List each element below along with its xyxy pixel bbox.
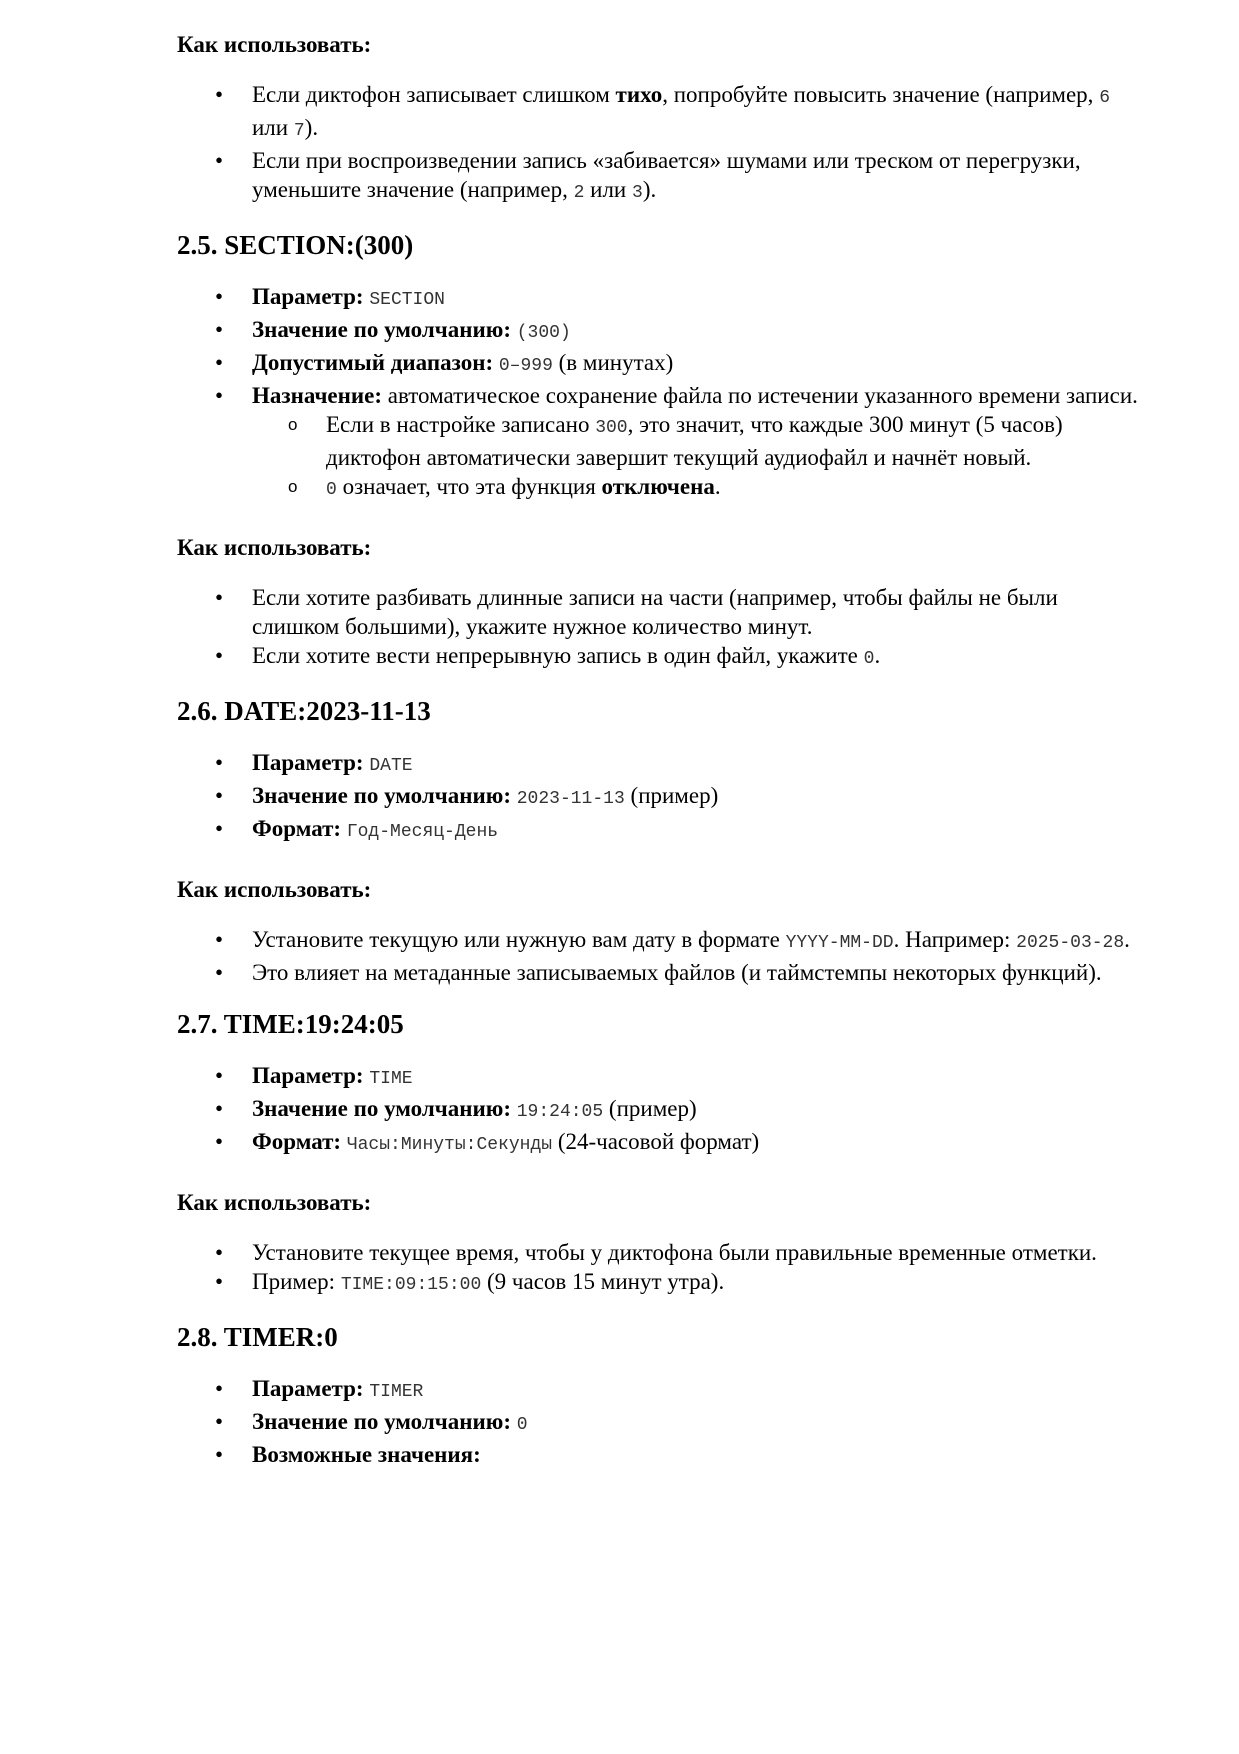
list-item: • Это влияет на метаданные записываемых файлов (и таймстемпы некоторых функций). xyxy=(177,958,1147,987)
section-2-6-list xyxy=(177,748,1147,847)
howto-list xyxy=(177,925,1147,987)
howto-list xyxy=(177,1238,1147,1300)
section-heading-2-6: 2.6. DATE:2023-11-13 xyxy=(177,696,431,726)
list-item: • Значение по умолчанию: 19:24:05 (пример) xyxy=(177,1094,1147,1127)
list-item: • Значение по умолчанию: 0 xyxy=(177,1407,1147,1440)
list-item: • Возможные значения: xyxy=(177,1440,1147,1469)
section-heading-2-8: 2.8. TIMER:0 xyxy=(177,1322,338,1352)
list-item: • Если при воспроизведении запись «забивается» шумами или треском от перегрузки, уменьшите значение (например, 2 или 3). xyxy=(177,146,1147,208)
howto-heading: Как использовать: xyxy=(177,32,372,57)
sub-list xyxy=(252,410,1147,505)
section-2-7-list xyxy=(177,1061,1147,1160)
list-item: • Установите текущее время, чтобы у диктофона были правильные временные отметки. xyxy=(177,1238,1147,1267)
howto-heading: Как использовать: xyxy=(177,535,372,560)
list-item: • Значение по умолчанию: (300) xyxy=(177,315,1147,348)
section-2-5-list xyxy=(177,282,1147,505)
howto-list xyxy=(177,583,1147,674)
list-item: • Допустимый диапазон: 0–999 (в минутах) xyxy=(177,348,1147,381)
list-item: • Если хотите разбивать длинные записи на части (например, чтобы файлы не были слишком большими), укажите нужное количество минут. xyxy=(177,583,1147,641)
list-item: • Параметр: DATE xyxy=(177,748,1147,781)
list-item: • Значение по умолчанию: 2023-11-13 (пример) xyxy=(177,781,1147,814)
section-heading-2-7: 2.7. TIME:19:24:05 xyxy=(177,1009,404,1039)
sub-list-item: o Если в настройке записано 300, это значит, что каждые 300 минут (5 часов) диктофон автоматически завершит текущий аудиофайл и начнёт новый. xyxy=(252,410,1147,472)
howto-heading: Как использовать: xyxy=(177,1190,372,1215)
list-item: • Параметр: TIMER xyxy=(177,1374,1147,1407)
list-item: • Если хотите вести непрерывную запись в один файл, укажите 0. xyxy=(177,641,1147,674)
section-heading-2-5: 2.5. SECTION:(300) xyxy=(177,230,414,260)
list-item: • Формат: Год-Месяц-День xyxy=(177,814,1147,847)
howto-heading: Как использовать: xyxy=(177,877,372,902)
document-content xyxy=(177,30,1147,1469)
list-item: • Параметр: TIME xyxy=(177,1061,1147,1094)
section-2-8-list xyxy=(177,1374,1147,1469)
list-item: • Пример: TIME:09:15:00 (9 часов 15 минут утра). xyxy=(177,1267,1147,1300)
list-item: • Параметр: SECTION xyxy=(177,282,1147,315)
list-item: • Если диктофон записывает слишком тихо, попробуйте повысить значение (например, 6 или 7). xyxy=(177,80,1147,146)
list-item: • Формат: Часы:Минуты:Секунды (24-часовой формат) xyxy=(177,1127,1147,1160)
howto-list xyxy=(177,80,1147,208)
list-item: • Установите текущую или нужную вам дату в формате YYYY-MM-DD. Например: 2025-03-28. xyxy=(177,925,1147,958)
sub-list-item: o 0 означает, что эта функция отключена. xyxy=(252,472,1147,505)
list-item: • Назначение: автоматическое сохранение файла по истечении указанного времени записи. o Если в настройке записано 300, это значит, что каждые 300 минут (5 часов) диктофон автоматически завершит текущий аудиофайл и начнёт новый. o 0 означает, что эта функция отключена. xyxy=(177,381,1147,505)
